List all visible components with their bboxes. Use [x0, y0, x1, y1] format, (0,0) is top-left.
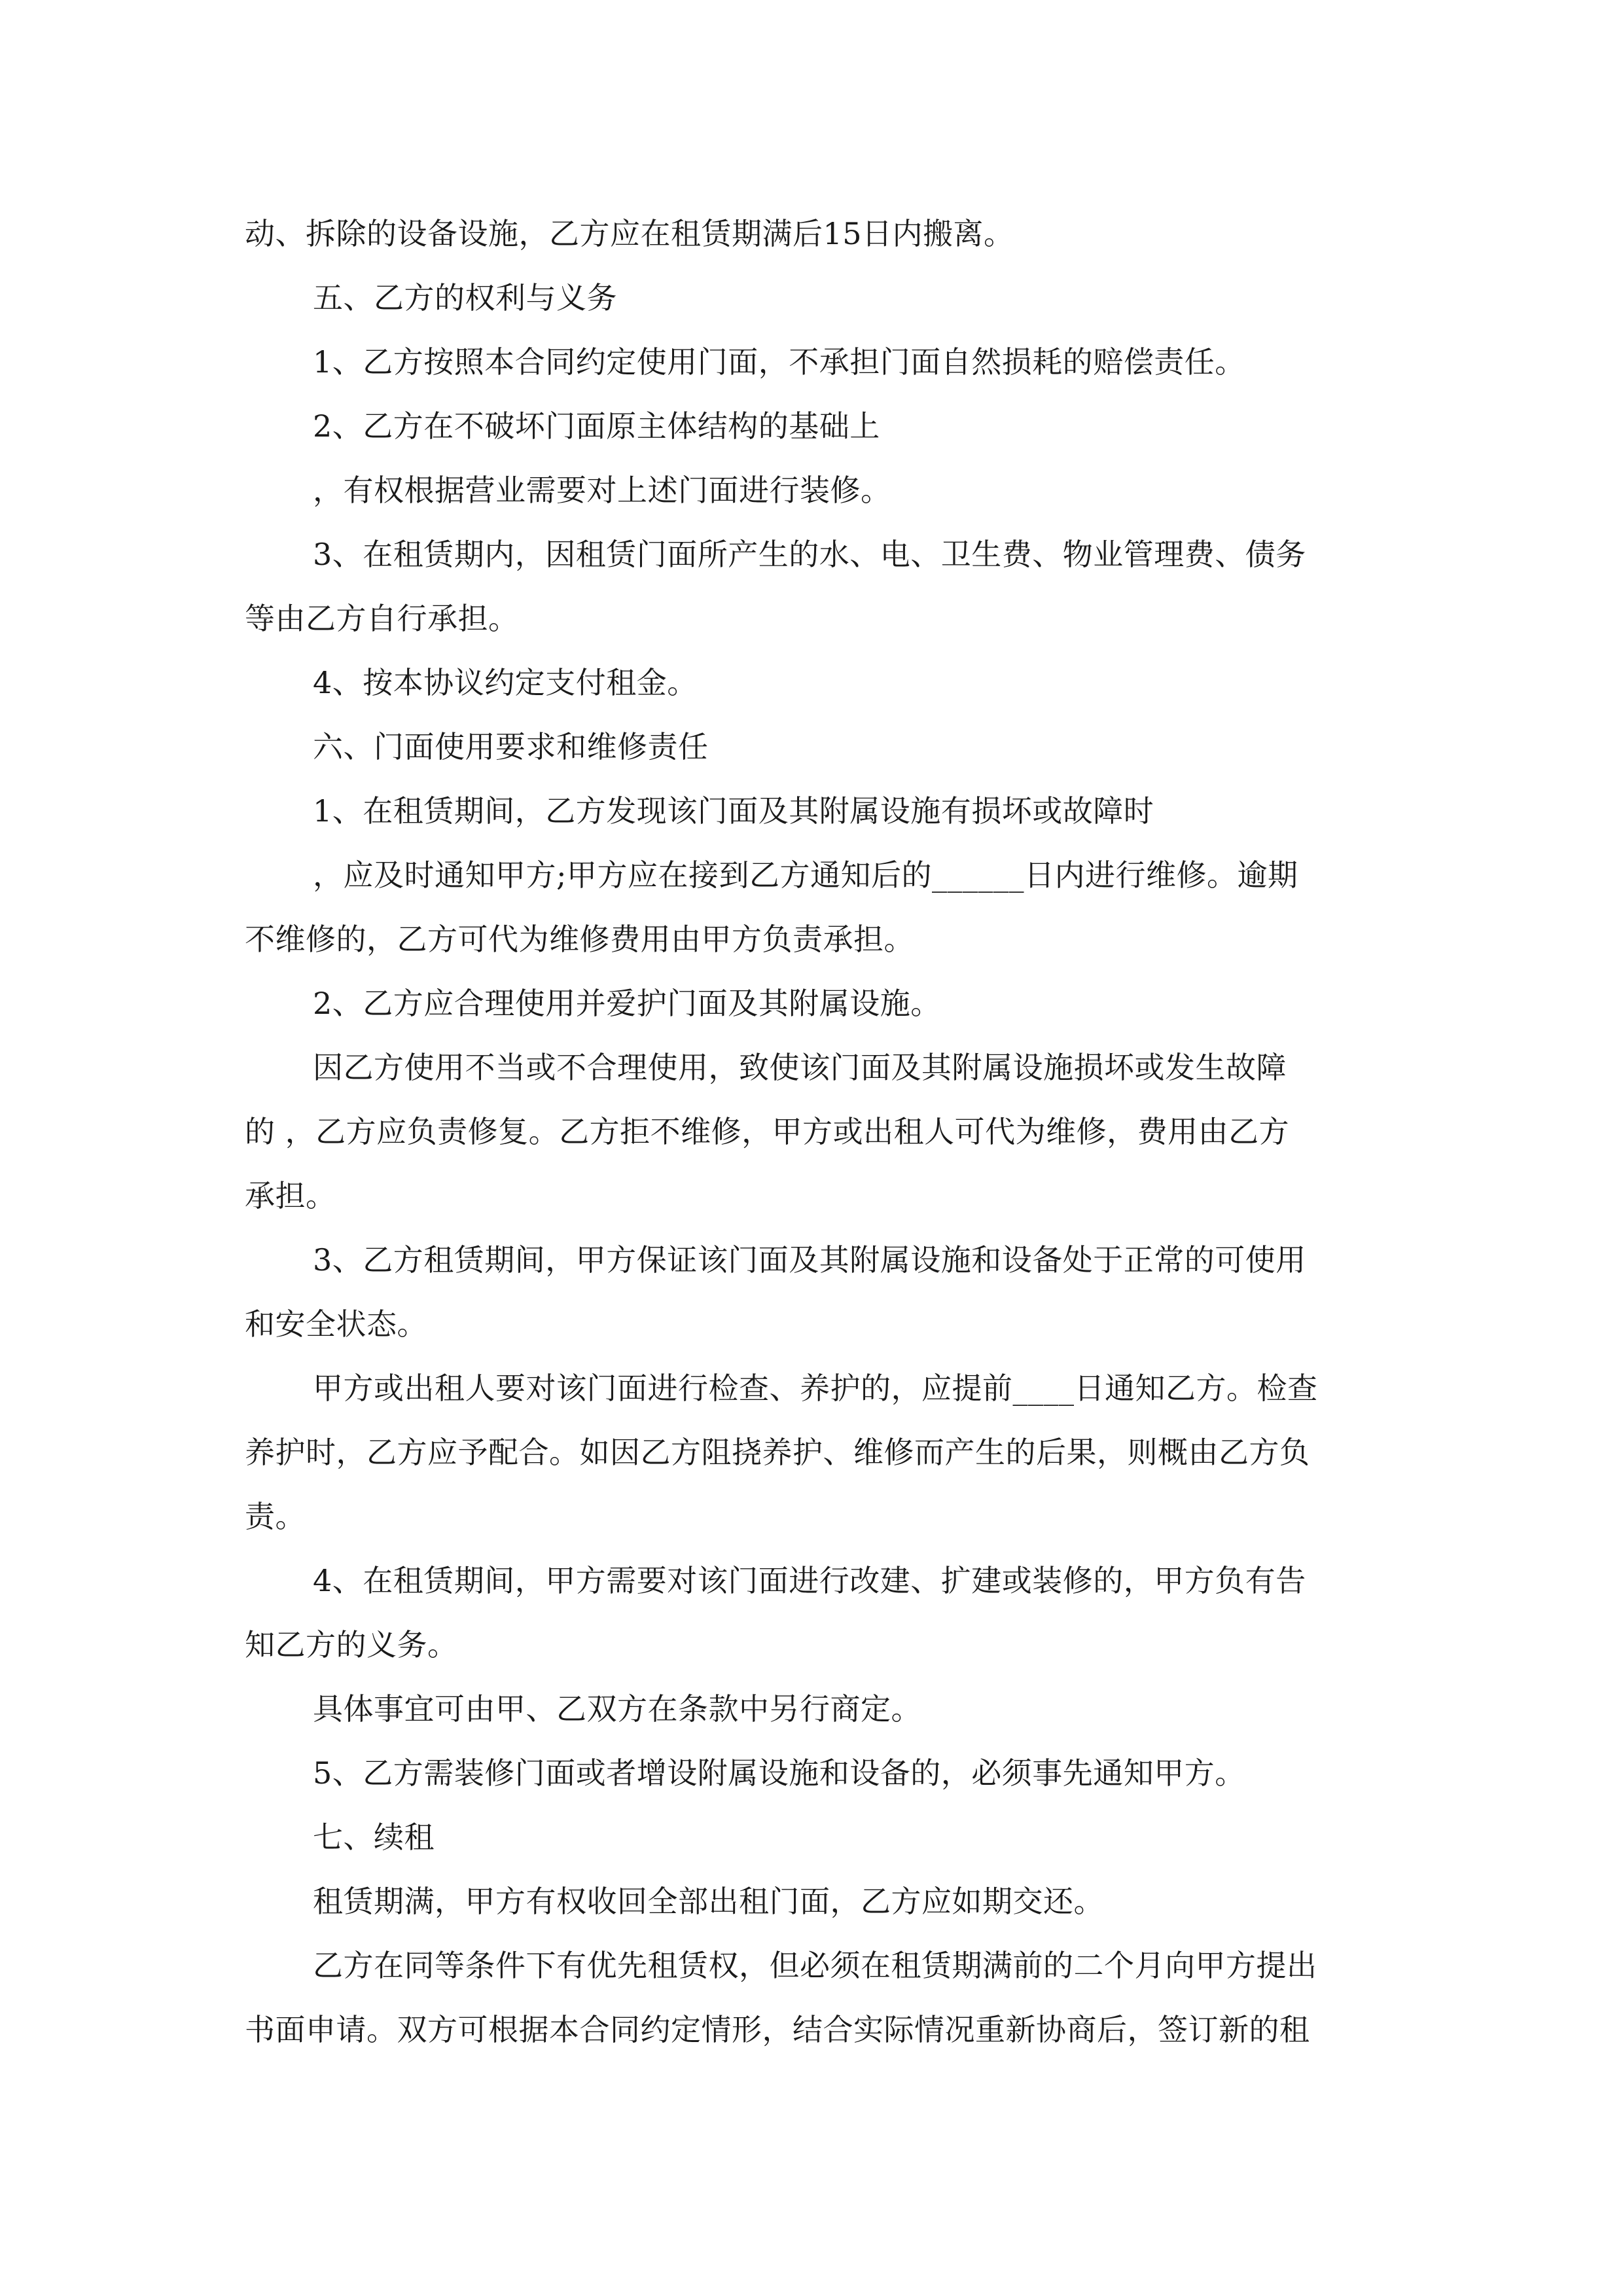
- section-heading-7: 七、续租: [313, 1820, 435, 1855]
- paragraph-line: 和安全状态。: [245, 1306, 427, 1342]
- clause-5-1: 1、乙方按照本合同约定使用门面，不承担门面自然损耗的赔偿责任。: [313, 344, 1245, 380]
- paragraph-line: 书面申请。双方可根据本合同约定情形，结合实际情况重新协商后，签订新的租: [245, 2012, 1310, 2047]
- paragraph-line: 乙方在同等条件下有优先租赁权，但必须在租赁期满前的二个月向甲方提出: [313, 1948, 1317, 1983]
- paragraph-line: 租赁期满，甲方有权收回全部出租门面，乙方应如期交还。: [313, 1884, 1104, 1919]
- section-heading-5: 五、乙方的权利与义务: [313, 280, 617, 315]
- paragraph-line: 等由乙方自行承担。: [245, 601, 519, 636]
- clause-5-4: 4、按本协议约定支付租金。: [313, 665, 698, 700]
- paragraph-line: 的 ，乙方应负责修复。乙方拒不维修，甲方或出租人可代为维修，费用由乙方: [245, 1114, 1290, 1149]
- clause-6-5: 5、乙方需装修门面或者增设附属设施和设备的，必须事先通知甲方。: [313, 1755, 1245, 1791]
- paragraph-line: 责。: [245, 1499, 306, 1534]
- clause-6-3: 3、乙方租赁期间，甲方保证该门面及其附属设施和设备处于正常的可使用: [313, 1242, 1306, 1278]
- clause-6-1: 1、在租赁期间，乙方发现该门面及其附属设施有损坏或故障时: [313, 793, 1154, 829]
- paragraph-line: ，有权根据营业需要对上述门面进行装修。: [313, 473, 891, 508]
- paragraph-line: 甲方或出租人要对该门面进行检查、养护的，应提前____日通知乙方。检查: [313, 1371, 1318, 1406]
- paragraph-line: 动、拆除的设备设施，乙方应在租赁期满后15日内搬离。: [245, 216, 1014, 251]
- clause-5-3: 3、在租赁期内，因租赁门面所产生的水、电、卫生费、物业管理费、债务: [313, 537, 1306, 572]
- section-heading-6: 六、门面使用要求和维修责任: [313, 729, 709, 764]
- clause-5-2: 2、乙方在不破坏门面原主体结构的基础上: [313, 408, 880, 444]
- paragraph-line: 承担。: [245, 1178, 336, 1213]
- paragraph-line: 知乙方的义务。: [245, 1627, 458, 1662]
- paragraph-line: 不维修的，乙方可代为维修费用由甲方负责承担。: [245, 922, 914, 957]
- clause-6-4: 4、在租赁期间，甲方需要对该门面进行改建、扩建或装修的，甲方负有告: [313, 1563, 1306, 1598]
- clause-6-2: 2、乙方应合理使用并爱护门面及其附属设施。: [313, 986, 941, 1021]
- paragraph-line: ，应及时通知甲方;甲方应在接到乙方通知后的______日内进行维修。逾期: [313, 857, 1298, 893]
- paragraph-line: 具体事宜可由甲、乙双方在条款中另行商定。: [313, 1691, 921, 1727]
- paragraph-line: 养护时，乙方应予配合。如因乙方阻挠养护、维修而产生的后果，则概由乙方负: [245, 1435, 1310, 1470]
- paragraph-line: 因乙方使用不当或不合理使用，致使该门面及其附属设施损坏或发生故障: [313, 1050, 1287, 1085]
